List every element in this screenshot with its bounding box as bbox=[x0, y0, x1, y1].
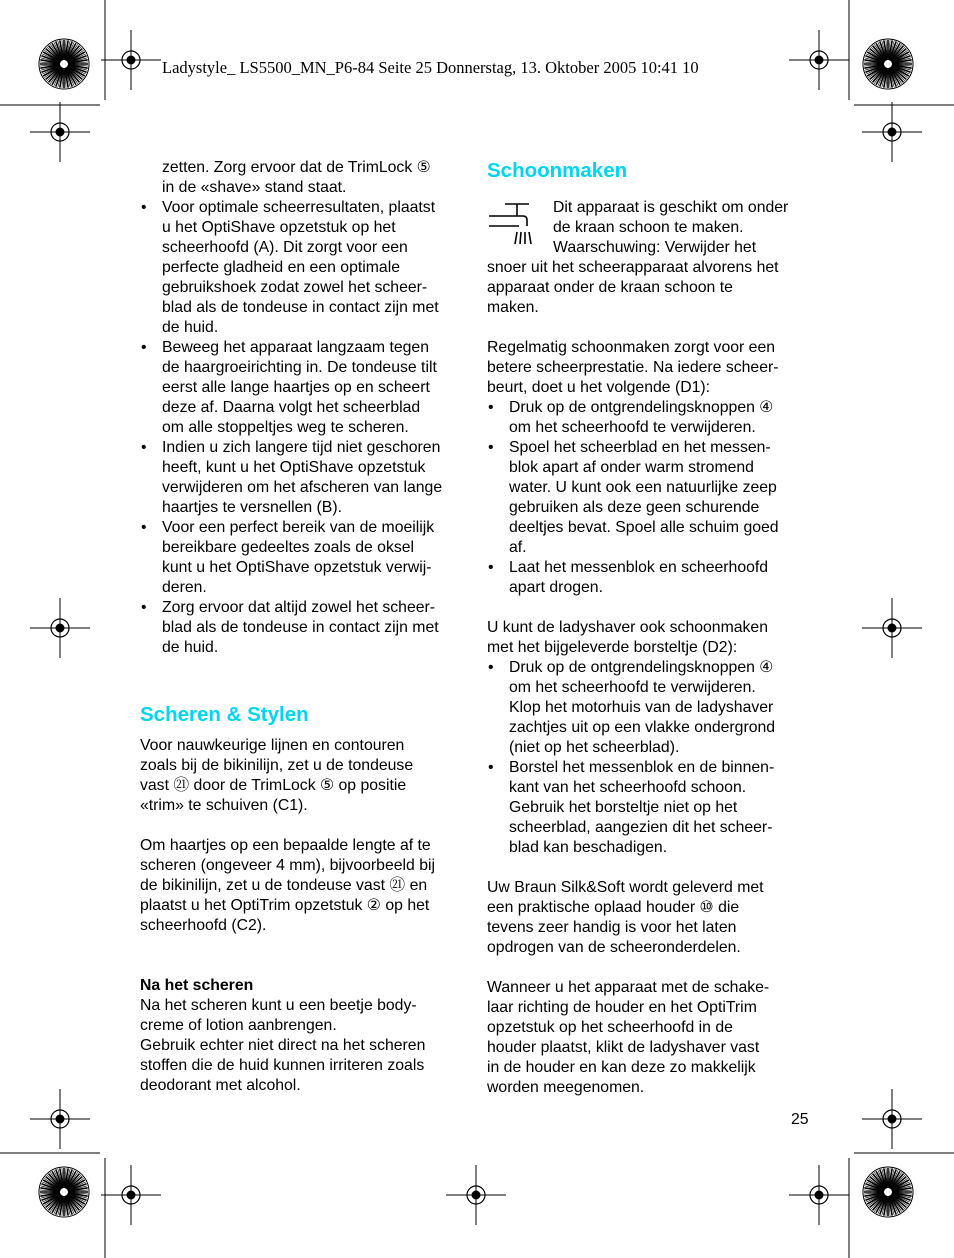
list-item bbox=[487, 558, 817, 598]
list-item bbox=[140, 338, 470, 438]
text-line: af. bbox=[509, 539, 527, 556]
text-line: Regelmatig schoonmaken zorgt voor een bbox=[487, 339, 776, 356]
page-number: 25 bbox=[791, 1111, 809, 1128]
subheading-na-het-scheren: Na het scheren bbox=[140, 977, 254, 994]
text-line: U kunt de ladyshaver ook schoonmaken bbox=[487, 619, 768, 636]
text-line: blad als de tondeuse in contact zijn met bbox=[162, 619, 439, 636]
warning-block bbox=[487, 198, 817, 318]
text-line: haartjes te versnellen (B). bbox=[162, 499, 342, 516]
list-item bbox=[487, 398, 817, 438]
text-line: (niet op het scheerblad). bbox=[509, 739, 680, 756]
text-line: Waarschuwing: Verwijder het bbox=[553, 239, 757, 256]
text-line: scheren (ongeveer 4 mm), bijvoorbeeld bij bbox=[140, 857, 436, 874]
text-line: bereikbare gedeeltes zoals de oksel bbox=[162, 539, 415, 556]
text-line: om het scheerhoofd te verwijderen. bbox=[509, 679, 756, 696]
text-line: beurt, doet u het volgende (D1): bbox=[487, 379, 711, 396]
paragraph bbox=[487, 978, 817, 1098]
text-line: in de houder en kan deze zo makkelijk bbox=[487, 1059, 756, 1076]
text-line: • Spoel het scheerblad en het messen- bbox=[509, 439, 771, 456]
text-line: Dit apparaat is geschikt om onder bbox=[553, 199, 789, 216]
text-line: eerst alle lange haartjes op en scheert bbox=[162, 379, 430, 396]
text-line: gebruikshoek zodat zowel het scheer- bbox=[162, 279, 428, 296]
text-line: verwijderen om het afscheren van lange bbox=[162, 479, 443, 496]
text-line: laar richting de houder en het OptiTrim bbox=[487, 999, 757, 1016]
text-line: Gebruik echter niet direct na het scheren bbox=[140, 1037, 426, 1054]
text-line: deodorant met alcohol. bbox=[140, 1077, 301, 1094]
text-line: «trim» te schuiven (C1). bbox=[140, 797, 308, 814]
text-line: in de «shave» stand staat. bbox=[162, 179, 347, 196]
text-line: de haargroeirichting in. De tondeuse tilt bbox=[162, 359, 437, 376]
text-line: • Zorg ervoor dat altijd zowel het scheer- bbox=[162, 599, 436, 616]
text-line: opdrogen van de scheeronderdelen. bbox=[487, 939, 741, 956]
text-line: betere scheerprestatie. Na iedere scheer- bbox=[487, 359, 779, 376]
text-line: Voor nauwkeurige lijnen en contouren bbox=[140, 737, 405, 754]
text-line: zetten. Zorg ervoor dat de TrimLock ⑤ bbox=[162, 159, 431, 176]
text-line: blok apart af onder warm stromend bbox=[509, 459, 754, 476]
text-line: scheerhoofd (A). Dit zorgt voor een bbox=[162, 239, 408, 256]
paragraph bbox=[487, 338, 817, 398]
list-item bbox=[140, 598, 470, 658]
text-line: • Voor een perfect bereik van de moeilijk bbox=[162, 519, 435, 536]
text-line: • Voor optimale scheerresultaten, plaatst bbox=[162, 199, 436, 216]
section-title-scheren-stylen: Scheren & Stylen bbox=[140, 703, 309, 726]
list-item bbox=[487, 438, 817, 558]
text-line: blad kan beschadigen. bbox=[509, 839, 668, 856]
print-header: Ladystyle_ LS5500_MN_P6-84 Seite 25 Donnerstag, 13. Oktober 2005 10:41 10 bbox=[162, 58, 699, 77]
text-line: Gebruik het borsteltje niet op het bbox=[509, 799, 738, 816]
text-line: scheerblad, aangezien dit het scheer- bbox=[509, 819, 773, 836]
text-line: vast ㉑ door de TrimLock ⑤ op positie bbox=[140, 777, 407, 794]
list-item bbox=[487, 658, 817, 758]
paragraph bbox=[487, 878, 817, 958]
text-line: gebruiken als deze geen schurende bbox=[509, 499, 760, 516]
text-line: deeltjes bevat. Spoel alle schuim goed bbox=[509, 519, 779, 536]
text-line: apart drogen. bbox=[509, 579, 603, 596]
text-line: • Laat het messenblok en scheerhoofd bbox=[509, 559, 769, 576]
list-item bbox=[487, 758, 817, 858]
text-line: de kraan schoon te maken. bbox=[553, 219, 744, 236]
text-line: stoffen die de huid kunnen irriteren zoals bbox=[140, 1057, 425, 1074]
text-line: deze af. Daarna volgt het scheerblad bbox=[162, 399, 421, 416]
paragraph bbox=[140, 836, 470, 936]
text-line: Om haartjes op een bepaalde lengte af te bbox=[140, 837, 431, 854]
text-line: deren. bbox=[162, 579, 207, 596]
list-item bbox=[140, 438, 470, 518]
text-line: snoer uit het scheerapparaat alvorens het bbox=[487, 259, 779, 276]
paragraph bbox=[140, 736, 470, 816]
text-line: zoals bij de bikinilijn, zet u de tondeuse bbox=[140, 757, 414, 774]
text-line: om alle stoppeltjes weg te scheren. bbox=[162, 419, 409, 436]
text-line: • Druk op de ontgrendelingsknoppen ④ bbox=[509, 659, 774, 676]
text-line: • Beweeg het apparaat langzaam tegen bbox=[162, 339, 429, 356]
text-line: de huid. bbox=[162, 319, 219, 336]
text-line: tevens zeer handig is voor het laten bbox=[487, 919, 737, 936]
text-line: • Borstel het messenblok en de binnen- bbox=[509, 759, 775, 776]
text-line: • Druk op de ontgrendelingsknoppen ④ bbox=[509, 399, 774, 416]
text-line: plaatst u het OptiTrim opzetstuk ② op het bbox=[140, 897, 430, 914]
text-line: worden meegenomen. bbox=[487, 1079, 645, 1096]
text-line: water. U kunt ook een natuurlijke zeep bbox=[509, 479, 777, 496]
text-line: scheerhoofd (C2). bbox=[140, 917, 267, 934]
section-title-schoonmaken: Schoonmaken bbox=[487, 159, 628, 182]
faucet-icon bbox=[487, 200, 543, 248]
text-line: • Indien u zich langere tijd niet geschoren bbox=[162, 439, 441, 456]
text-line: zachtjes uit op een vlakke ondergrond bbox=[509, 719, 776, 736]
text-line: creme of lotion aanbrengen. bbox=[140, 1017, 337, 1034]
left-column bbox=[140, 158, 470, 1096]
text-line: een praktische oplaad houder ⑩ die bbox=[487, 899, 740, 916]
list-item bbox=[140, 518, 470, 598]
text-line: kant van het scheerhoofd schoon. bbox=[509, 779, 747, 796]
text-line: de huid. bbox=[162, 639, 219, 656]
text-line: houder plaatst, klikt de ladyshaver vast bbox=[487, 1039, 760, 1056]
text-line: Na het scheren kunt u een beetje body- bbox=[140, 997, 417, 1014]
intro-continuation bbox=[140, 158, 470, 198]
text-line: kunt u het OptiShave opzetstuk verwij- bbox=[162, 559, 432, 576]
paragraph bbox=[487, 618, 817, 658]
text-line: de bikinilijn, zet u de tondeuse vast ㉑ en bbox=[140, 877, 428, 894]
text-line: om het scheerhoofd te verwijderen. bbox=[509, 419, 756, 436]
text-line: met het bijgeleverde borsteltje (D2): bbox=[487, 639, 738, 656]
text-line: u het OptiShave opzetstuk op het bbox=[162, 219, 396, 236]
text-line: maken. bbox=[487, 299, 539, 316]
text-line: apparaat onder de kraan schoon te bbox=[487, 279, 733, 296]
text-line: Klop het motorhuis van de ladyshaver bbox=[509, 699, 774, 716]
paragraph bbox=[140, 996, 470, 1096]
text-line: opzetstuk op het scheerhoofd in de bbox=[487, 1019, 733, 1036]
right-column bbox=[487, 158, 817, 1098]
list-item bbox=[140, 198, 470, 338]
text-line: blad als de tondeuse in contact zijn met bbox=[162, 299, 439, 316]
text-line: perfecte gladheid en een optimale bbox=[162, 259, 401, 276]
text-line: Uw Braun Silk&Soft wordt geleverd met bbox=[487, 879, 764, 896]
text-line: heeft, kunt u het OptiShave opzetstuk bbox=[162, 459, 426, 476]
text-line: Wanneer u het apparaat met de schake- bbox=[487, 979, 770, 996]
